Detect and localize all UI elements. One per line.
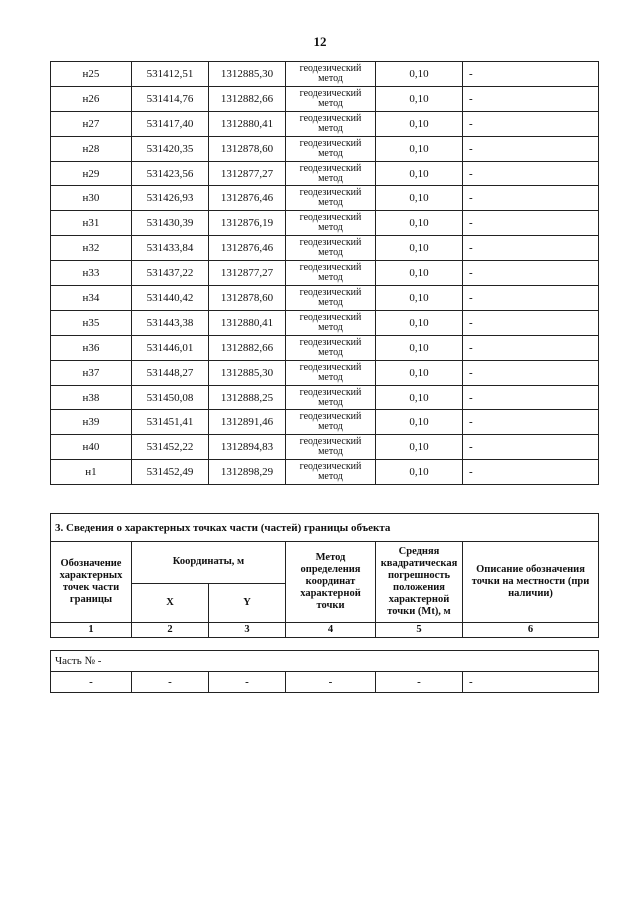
table-row (51, 310, 599, 335)
method-line: метод (318, 272, 343, 284)
point-x: 531443,38 (132, 310, 209, 335)
point-x: 531414,76 (132, 86, 209, 111)
method-line: метод (318, 371, 343, 383)
point-x: 531423,56 (132, 161, 209, 186)
point-description: - (463, 310, 599, 335)
part-table (50, 650, 599, 693)
point-method (286, 161, 376, 186)
method-line: метод (318, 247, 343, 259)
point-id: н40 (51, 435, 132, 460)
point-accuracy: 0,10 (376, 62, 463, 87)
method-line: метод (318, 321, 343, 333)
point-method (286, 410, 376, 435)
point-x: 531446,01 (132, 335, 209, 360)
point-x: 531426,93 (132, 186, 209, 211)
header-coordinates: Координаты, м (132, 542, 286, 584)
header-accuracy: Средняя квадратическая погрешность положения характерной точки (Mt), м (376, 542, 463, 623)
point-description: - (463, 186, 599, 211)
method-line: метод (318, 222, 343, 234)
section3-title: 3. Сведения о характерных точках части (частей) границы объекта (51, 514, 599, 542)
point-y: 1312877,27 (209, 161, 286, 186)
point-description: - (463, 236, 599, 261)
method-line: метод (318, 296, 343, 308)
column-number: 5 (376, 623, 463, 638)
point-y: 1312891,46 (209, 410, 286, 435)
table-row (51, 385, 599, 410)
point-id: н27 (51, 111, 132, 136)
page-number: 12 (313, 34, 327, 49)
method-line: метод (318, 197, 343, 209)
point-description: - (463, 136, 599, 161)
point-method (286, 62, 376, 87)
column-number: 6 (463, 623, 599, 638)
point-id: н26 (51, 86, 132, 111)
table-row (51, 62, 599, 87)
point-id: н29 (51, 161, 132, 186)
point-id: н25 (51, 62, 132, 87)
boundary-points-table (50, 61, 599, 485)
point-description: - (463, 460, 599, 485)
part-cell: - (286, 672, 376, 693)
point-method (286, 261, 376, 286)
point-method (286, 310, 376, 335)
point-accuracy: 0,10 (376, 385, 463, 410)
point-y: 1312876,19 (209, 211, 286, 236)
point-method (286, 211, 376, 236)
point-x: 531412,51 (132, 62, 209, 87)
part-cell: - (209, 672, 286, 693)
point-x: 531452,49 (132, 460, 209, 485)
point-y: 1312878,60 (209, 286, 286, 311)
point-id: н1 (51, 460, 132, 485)
method-line: геодезический (299, 461, 362, 473)
point-description: - (463, 410, 599, 435)
section3-table (50, 513, 599, 638)
point-description: - (463, 261, 599, 286)
method-line: геодезический (299, 262, 362, 274)
point-accuracy: 0,10 (376, 410, 463, 435)
point-x: 531437,22 (132, 261, 209, 286)
column-number: 1 (51, 623, 132, 638)
table-row (51, 136, 599, 161)
table-row (51, 186, 599, 211)
point-y: 1312880,41 (209, 111, 286, 136)
method-line: метод (318, 396, 343, 408)
method-line: метод (318, 97, 343, 109)
table-row (51, 211, 599, 236)
point-y: 1312876,46 (209, 236, 286, 261)
point-y: 1312880,41 (209, 310, 286, 335)
method-line: геодезический (299, 187, 362, 199)
point-description: - (463, 335, 599, 360)
column-number: 3 (209, 623, 286, 638)
boundary-points-body (51, 62, 599, 485)
point-description: - (463, 161, 599, 186)
method-line: геодезический (299, 361, 362, 373)
point-y: 1312882,66 (209, 335, 286, 360)
point-y: 1312894,83 (209, 435, 286, 460)
point-accuracy: 0,10 (376, 236, 463, 261)
point-description: - (463, 211, 599, 236)
method-line: метод (318, 147, 343, 159)
point-id: н32 (51, 236, 132, 261)
point-method (286, 136, 376, 161)
part-cell: - (463, 672, 599, 693)
table-row (51, 410, 599, 435)
point-accuracy: 0,10 (376, 335, 463, 360)
point-method (286, 335, 376, 360)
point-id: н30 (51, 186, 132, 211)
point-accuracy: 0,10 (376, 186, 463, 211)
point-id: н34 (51, 286, 132, 311)
point-accuracy: 0,10 (376, 261, 463, 286)
point-method (286, 86, 376, 111)
part-cell: - (376, 672, 463, 693)
table-row (51, 360, 599, 385)
point-x: 531448,27 (132, 360, 209, 385)
header-description: Описание обозначения точки на местности (при наличии) (463, 542, 599, 623)
point-accuracy: 0,10 (376, 310, 463, 335)
column-number: 2 (132, 623, 209, 638)
method-line: метод (318, 122, 343, 134)
point-accuracy: 0,10 (376, 460, 463, 485)
point-x: 531430,39 (132, 211, 209, 236)
point-id: н37 (51, 360, 132, 385)
method-line: метод (318, 471, 343, 483)
method-line: геодезический (299, 436, 362, 448)
header-method: Метод определения координат характерной точки (286, 542, 376, 623)
point-method (286, 385, 376, 410)
point-method (286, 460, 376, 485)
method-line: метод (318, 446, 343, 458)
method-line: геодезический (299, 162, 362, 174)
method-line: геодезический (299, 311, 362, 323)
table-row (51, 435, 599, 460)
point-x: 531450,08 (132, 385, 209, 410)
point-y: 1312876,46 (209, 186, 286, 211)
point-description: - (463, 286, 599, 311)
point-method (286, 360, 376, 385)
point-method (286, 186, 376, 211)
point-description: - (463, 385, 599, 410)
part-cell: - (51, 672, 132, 693)
method-line: метод (318, 346, 343, 358)
point-description: - (463, 62, 599, 87)
part-cell: - (132, 672, 209, 693)
point-y: 1312888,25 (209, 385, 286, 410)
method-line: геодезический (299, 137, 362, 149)
table-row (51, 261, 599, 286)
table-row (51, 111, 599, 136)
header-y: Y (209, 583, 286, 623)
point-x: 531417,40 (132, 111, 209, 136)
point-description: - (463, 435, 599, 460)
method-line: геодезический (299, 411, 362, 423)
part-title: Часть № - (51, 651, 599, 672)
method-line: геодезический (299, 336, 362, 348)
point-id: н39 (51, 410, 132, 435)
method-line: геодезический (299, 212, 362, 224)
table-row (51, 236, 599, 261)
table-row (51, 286, 599, 311)
point-description: - (463, 111, 599, 136)
point-method (286, 111, 376, 136)
method-line: метод (318, 172, 343, 184)
table-row (51, 335, 599, 360)
point-description: - (463, 360, 599, 385)
point-y: 1312885,30 (209, 360, 286, 385)
table-row (51, 86, 599, 111)
point-accuracy: 0,10 (376, 86, 463, 111)
method-line: геодезический (299, 112, 362, 124)
method-line: геодезический (299, 62, 362, 74)
table-row (51, 460, 599, 485)
point-accuracy: 0,10 (376, 161, 463, 186)
point-accuracy: 0,10 (376, 136, 463, 161)
point-x: 531433,84 (132, 236, 209, 261)
point-accuracy: 0,10 (376, 360, 463, 385)
point-id: н33 (51, 261, 132, 286)
point-id: н36 (51, 335, 132, 360)
point-y: 1312882,66 (209, 86, 286, 111)
method-line: геодезический (299, 237, 362, 249)
header-x: X (132, 583, 209, 623)
header-designation: Обозначение характерных точек части границы (51, 542, 132, 623)
point-x: 531451,41 (132, 410, 209, 435)
point-x: 531440,42 (132, 286, 209, 311)
point-method (286, 236, 376, 261)
point-accuracy: 0,10 (376, 111, 463, 136)
method-line: метод (318, 421, 343, 433)
point-x: 531452,22 (132, 435, 209, 460)
method-line: метод (318, 72, 343, 84)
point-accuracy: 0,10 (376, 435, 463, 460)
point-accuracy: 0,10 (376, 286, 463, 311)
point-id: н35 (51, 310, 132, 335)
point-y: 1312877,27 (209, 261, 286, 286)
point-description: - (463, 86, 599, 111)
point-y: 1312885,30 (209, 62, 286, 87)
method-line: геодезический (299, 87, 362, 99)
point-id: н38 (51, 385, 132, 410)
point-id: н31 (51, 211, 132, 236)
point-id: н28 (51, 136, 132, 161)
point-method (286, 286, 376, 311)
method-line: геодезический (299, 386, 362, 398)
point-method (286, 435, 376, 460)
table-row (51, 161, 599, 186)
column-number: 4 (286, 623, 376, 638)
point-y: 1312878,60 (209, 136, 286, 161)
point-x: 531420,35 (132, 136, 209, 161)
point-accuracy: 0,10 (376, 211, 463, 236)
point-y: 1312898,29 (209, 460, 286, 485)
method-line: геодезический (299, 286, 362, 298)
